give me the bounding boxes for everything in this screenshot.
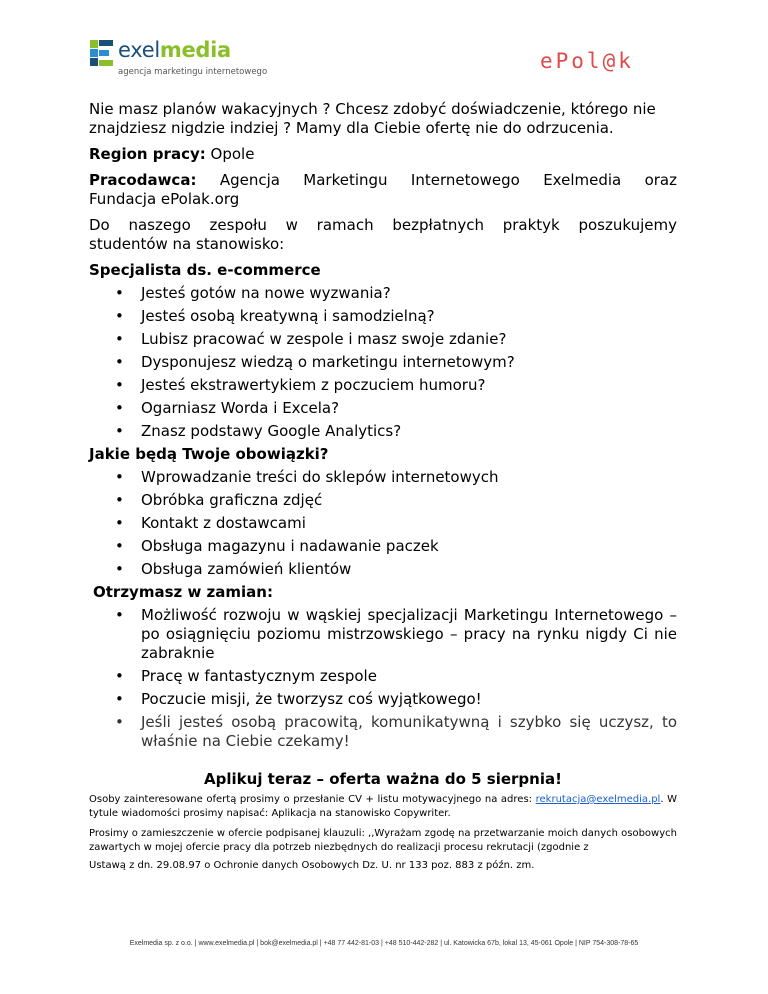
list-item: • Lubisz pracować w zespole i masz swoje zdanie? [115, 330, 507, 348]
consent-clause: Prosimy o zamieszczenie w ofercie podpisanej klauzuli: ,,Wyrażam zgodę na przetwarzanie moich danych osobowych zawartych w mojej ofercie pracy dla potrzeb niezbędnych do realizacji procesu rekrutacji (zgodnie z [89, 828, 677, 853]
benefits-list [89, 606, 677, 751]
duties-list [89, 468, 677, 579]
list-item: • Wprowadzanie treści do sklepów internetowych [115, 468, 499, 486]
epolak-logo: ePol@k [540, 49, 634, 73]
apply-instructions: Osoby zainteresowane ofertą prosimy o przesłanie CV + listu motywacyjnego na adres: rekrutacja@exelmedia.pl. W tytule wiadomości prosimy napisać: Aplikacja na stanowisko Copywriter. [89, 794, 677, 819]
list-item: • Jesteś gotów na nowe wyzwania? [115, 284, 391, 302]
employer-line: Pracodawca: Agencja Marketingu Internetowego Exelmedia oraz [89, 171, 677, 189]
list-item: • Kontakt z dostawcami [115, 514, 306, 532]
recruitment-email-link[interactable]: rekrutacja@exelmedia.pl [535, 794, 661, 805]
duties-title: Jakie będą Twoje obowiązki? [89, 445, 329, 463]
intro-paragraph: Nie masz planów wakacyjnych ? Chcesz zdobyć doświadczenie, którego nie znajdziesz nigdzie indziej ? Mamy dla Ciebie ofertę nie do odrzucenia. [89, 100, 656, 137]
position-title: Specjalista ds. e-commerce [89, 261, 321, 279]
exelmedia-logo [88, 38, 288, 82]
list-item: • Poczucie misji, że tworzysz coś wyjątkowego! [115, 690, 482, 708]
logo-wordmark: exelmedia [118, 38, 231, 62]
benefits-title: Otrzymasz w zamian: [93, 583, 273, 601]
list-item: • Obsługa zamówień klientów [115, 560, 352, 578]
list-item: • Dysponujesz wiedzą o marketingu internetowym? [115, 353, 515, 371]
consent-clause-2: Ustawą z dn. 29.08.97 o Ochronie danych Osobowych Dz. U. nr 133 poz. 883 z późn. zm. [89, 860, 535, 871]
logo-tagline: agencja marketingu internetowego [118, 67, 268, 77]
list-item: • Możliwość rozwoju w wąskiej specjalizacji Marketingu Internetowego – po osiągnięciu poziomu mistrzowskiego – pracy na rynku nigdy Ci nie zabraknie [115, 606, 677, 662]
list-item: • Jesteś ekstrawertykiem z poczuciem humoru? [115, 376, 486, 394]
list-item: • Obróbka graficzna zdjęć [115, 491, 323, 509]
list-item: • Pracę w fantastycznym zespole [115, 667, 377, 685]
list-item: • Jesteś osobą kreatywną i samodzielną? [115, 307, 435, 325]
employer-line-2: Fundacja ePolak.org [89, 190, 240, 208]
apply-title: Aplikuj teraz – oferta ważna do 5 sierpnia! [204, 770, 562, 788]
team-line: Do naszego zespołu w ramach bezpłatnych praktyk poszukujemy [89, 216, 677, 234]
team-line-2: studentów na stanowisko: [89, 235, 285, 253]
list-item: • Obsługa magazynu i nadawanie paczek [115, 537, 439, 555]
job-offer-content [89, 100, 677, 873]
page-footer: Exelmedia sp. z o.o. | www.exelmedia.pl | bok@exelmedia.pl | +48 77 442-81-03 | +48 510-442-282 | ul. Katowicka 67b, lokal 13, 45-061 Opole | NIP 754-308-78-65 [129, 940, 639, 947]
questions-list [89, 284, 677, 441]
list-item: • Znasz podstawy Google Analytics? [115, 422, 402, 440]
exelmedia-logo-mark-icon [88, 38, 116, 68]
list-item: • Jeśli jesteś osobą pracowitą, komunikatywną i szybko się uczysz, to właśnie na Ciebie czekamy! [115, 713, 677, 750]
list-item: • Ogarniasz Worda i Excela? [115, 399, 340, 417]
region-line: Region pracy: Opole [89, 145, 255, 163]
